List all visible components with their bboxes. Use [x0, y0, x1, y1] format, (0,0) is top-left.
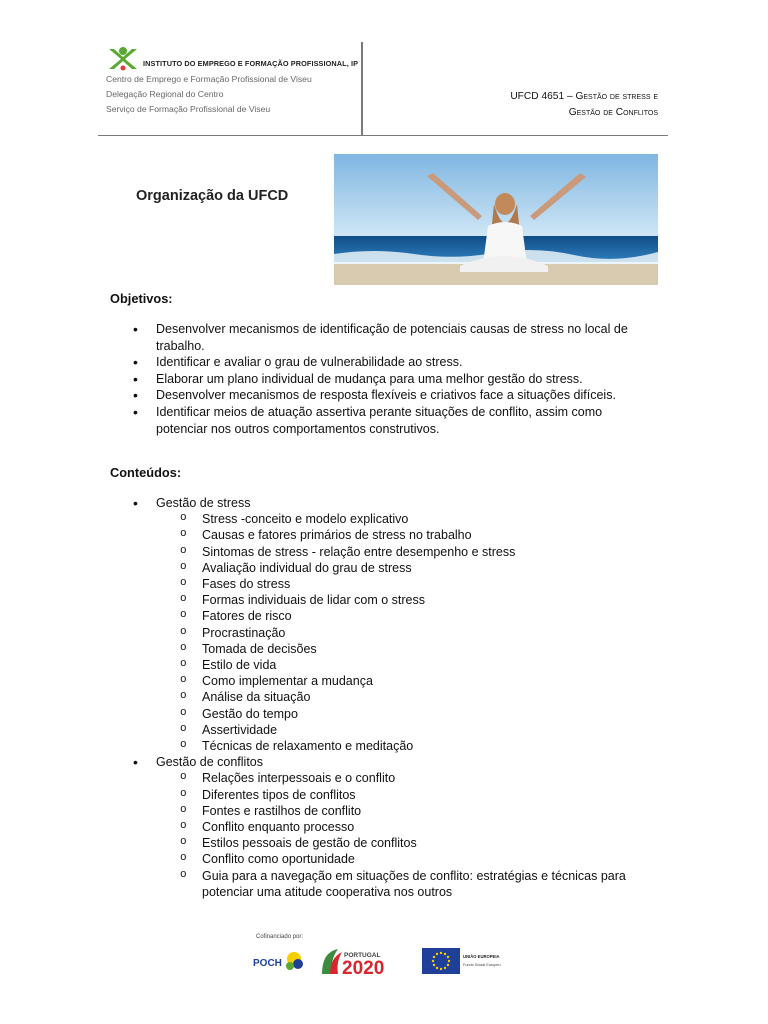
ufcd-label — [510, 89, 658, 121]
conteudo-item: o Diferentes tipos de conflitos — [156, 787, 658, 803]
conteudos-list — [128, 495, 658, 900]
objetivo-item: • Identificar e avaliar o grau de vulnerabilidade ao stress. — [128, 354, 648, 371]
conteudo-item: o Estilo de vida — [156, 657, 658, 673]
objetivo-item: • Elaborar um plano individual de mudança para uma melhor gestão do stress. — [128, 371, 648, 388]
conteudos-heading: Conteúdos: — [110, 465, 182, 480]
fse-label: Fundo Social Europeu — [463, 963, 501, 967]
conteudo-item: o Gestão do tempo — [156, 706, 658, 722]
conteudo-sublist — [156, 511, 658, 754]
conteudo-item: o Formas individuais de lidar com o stress — [156, 592, 658, 608]
conteudo-item: o Técnicas de relaxamento e meditação — [156, 738, 658, 754]
poch-logo-text: POCH — [253, 958, 282, 969]
ufcd-name-line2: Gestão de Conflitos — [568, 107, 658, 118]
conteudo-item: o Fontes e rastilhos de conflito — [156, 803, 658, 819]
conteudo-item: o Análise da situação — [156, 689, 658, 705]
portugal-2020-logo — [320, 946, 408, 976]
objetivos-list — [128, 321, 648, 437]
header-line: Delegação Regional do Centro — [106, 89, 224, 99]
conteudo-item: o Fatores de risco — [156, 608, 658, 624]
conteudo-item: o Avaliação individual do grau de stress — [156, 560, 658, 576]
conteudo-item: o Assertividade — [156, 722, 658, 738]
conteudo-item: o Guia para a navegação em situações de conflito: estratégias e técnicas para potenciar uma atitude cooperativa nos outros — [156, 868, 658, 900]
header-divider-horizontal — [98, 135, 668, 136]
conteudo-sublist — [156, 770, 658, 900]
conteudo-item: o Tomada de decisões — [156, 641, 658, 657]
institute-name: INSTITUTO DO EMPREGO E FORMAÇÃO PROFISSIONAL, IP — [143, 58, 359, 68]
beach-photo — [334, 154, 658, 285]
objetivo-item: • Identificar meios de atuação assertiva perante situações de conflito, assim como potenciar nos outros comportamentos construtivos. — [128, 404, 648, 437]
ufcd-name-line1: Gestão de stress e — [575, 91, 658, 102]
page-title: Organização da UFCD — [136, 188, 289, 204]
objetivo-item: • Desenvolver mecanismos de identificação de potenciais causas de stress no local de trabalho. — [128, 321, 648, 354]
cofinanciado-label: Cofinanciado por: — [256, 934, 304, 940]
conteudo-item: o Estilos pessoais de gestão de conflitos — [156, 835, 658, 851]
conteudo-group — [128, 754, 658, 900]
conteudo-item: o Stress -conceito e modelo explicativo — [156, 511, 658, 527]
conteudo-item: o Procrastinação — [156, 625, 658, 641]
ufcd-dash: – — [564, 91, 576, 102]
poch-logo — [252, 946, 306, 976]
conteudo-item: o Relações interpessoais e o conflito — [156, 770, 658, 786]
ufcd-code: UFCD 4651 — [510, 91, 565, 102]
conteudo-item: o Causas e fatores primários de stress no trabalho — [156, 527, 658, 543]
conteudo-item: o Fases do stress — [156, 576, 658, 592]
portugal-label: PORTUGAL — [344, 952, 381, 959]
header-divider-vertical — [361, 42, 363, 136]
conteudo-item: o Conflito enquanto processo — [156, 819, 658, 835]
pt2020-label: 2020 — [342, 958, 385, 976]
header-line: Centro de Emprego e Formação Profissional de Viseu — [106, 74, 312, 84]
conteudo-item: o Sintomas de stress - relação entre desempenho e stress — [156, 544, 658, 560]
conteudo-group-label: Gestão de conflitos — [156, 755, 264, 770]
conteudo-item: o Como implementar a mudança — [156, 673, 658, 689]
objetivo-item: • Desenvolver mecanismos de resposta flexíveis e criativos face a situações difíceis. — [128, 387, 648, 404]
iefp-logo-icon — [107, 46, 139, 72]
iefp-logo — [107, 46, 358, 72]
conteudo-group — [128, 495, 658, 754]
header-line: Serviço de Formação Profissional de Viseu — [106, 104, 271, 114]
header-address — [106, 72, 312, 117]
conteudo-item: o Conflito como oportunidade — [156, 851, 658, 867]
objetivos-heading: Objetivos: — [110, 291, 173, 306]
eu-flag-logo — [422, 948, 514, 974]
conteudo-group-label: Gestão de stress — [156, 496, 251, 510]
eu-label: UNIÃO EUROPEIA — [463, 954, 500, 959]
